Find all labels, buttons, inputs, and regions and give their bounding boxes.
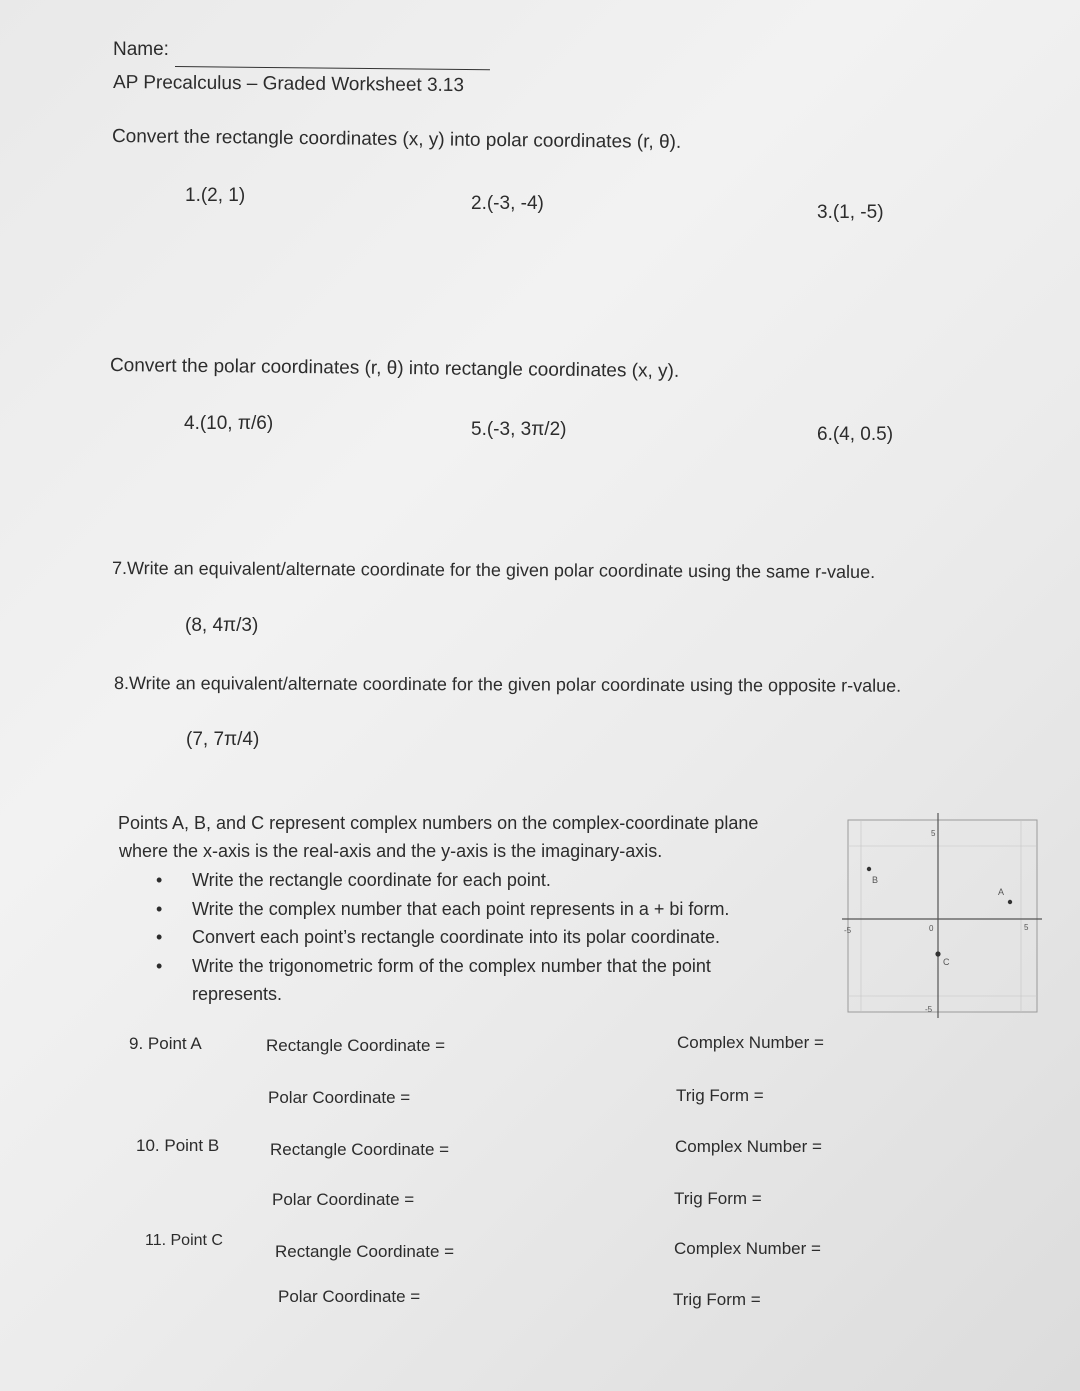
bullet-trig: • Write the trigonometric form of the complex number that the point (150, 952, 770, 981)
point-a-complex-field[interactable]: Complex Number = (677, 1033, 824, 1052)
point-c (935, 951, 940, 956)
point-b-rect-field[interactable]: Rectangle Coordinate = (270, 1140, 450, 1159)
bullet-rectangle: • Write the rectangle coordinate for each point. (150, 866, 770, 895)
point-b (867, 867, 871, 871)
section1-instruction: Convert the rectangle coordinates (x, y) into polar coordinates (r, θ). (111, 126, 682, 153)
point-b-heading: 10. Point B (136, 1136, 220, 1155)
section2-instruction: Convert the polar coordinates (r, θ) into rectangle coordinates (x, y). (109, 355, 680, 382)
bullet-complex: • Write the complex number that each point represents in a + bi form. (150, 895, 770, 924)
problem-4: 4.(10, π/6) (184, 413, 274, 434)
axis-label-bottom: -5 (925, 1005, 933, 1014)
complex-plane-graph (842, 813, 1042, 1018)
question-7: 7.Write an equivalent/alternate coordinate for the given polar coordinate using the same r-value. (111, 558, 876, 582)
bullet-trig-continued: represents. (192, 984, 283, 1004)
point-b-polar-field[interactable]: Polar Coordinate = (272, 1190, 415, 1209)
axis-label-origin: 0 (929, 924, 934, 933)
point-c-trig-field[interactable]: Trig Form = (673, 1290, 761, 1309)
point-b-trig-field[interactable]: Trig Form = (674, 1189, 762, 1208)
bullet-polar: • Convert each point’s rectangle coordinate into its polar coordinate. (150, 923, 770, 952)
problem-5: 5.(-3, 3π/2) (471, 419, 567, 440)
axis-label-top: 5 (931, 829, 936, 838)
point-c-label: C (943, 957, 950, 967)
point-c-rect-field[interactable]: Rectangle Coordinate = (275, 1242, 455, 1261)
point-c-heading: 11. Point C (145, 1232, 223, 1249)
problem-2: 2.(-3, -4) (471, 193, 544, 214)
point-c-polar-field[interactable]: Polar Coordinate = (278, 1287, 421, 1306)
problem-1: 1.(2, 1) (185, 185, 246, 206)
question-8-given: (7, 7π/4) (186, 729, 260, 750)
graph-border (848, 820, 1037, 1012)
point-a-heading: 9. Point A (129, 1034, 202, 1053)
point-b-complex-field[interactable]: Complex Number = (675, 1137, 822, 1156)
point-c-complex-field[interactable]: Complex Number = (674, 1239, 821, 1258)
problem-3: 3.(1, -5) (817, 202, 884, 223)
question-7-given: (8, 4π/3) (185, 615, 259, 636)
point-a-label: A (998, 887, 1005, 897)
point-a (1008, 900, 1012, 904)
point-b-label: B (872, 875, 879, 885)
name-underline[interactable] (175, 66, 490, 70)
point-a-rect-field[interactable]: Rectangle Coordinate = (266, 1036, 446, 1055)
point-a-trig-field[interactable]: Trig Form = (676, 1086, 764, 1105)
question-8: 8.Write an equivalent/alternate coordinate for the given polar coordinate using the opposite r-value. (113, 673, 902, 696)
complex-intro-line2: where the x-axis is the real-axis and the y-axis is the imaginary-axis. (119, 841, 663, 861)
problem-6: 6.(4, 0.5) (817, 424, 894, 445)
complex-intro-line1: Points A, B, and C represent complex numbers on the complex-coordinate plane (118, 813, 759, 833)
name-label: Name: (113, 39, 169, 60)
instruction-bullets (150, 866, 770, 1009)
axis-label-left: -5 (844, 926, 852, 935)
worksheet-title: AP Precalculus – Graded Worksheet 3.13 (112, 72, 465, 97)
graph-gridlines (848, 820, 1037, 1012)
axis-label-right: 5 (1024, 923, 1029, 932)
point-a-polar-field[interactable]: Polar Coordinate = (268, 1088, 411, 1107)
